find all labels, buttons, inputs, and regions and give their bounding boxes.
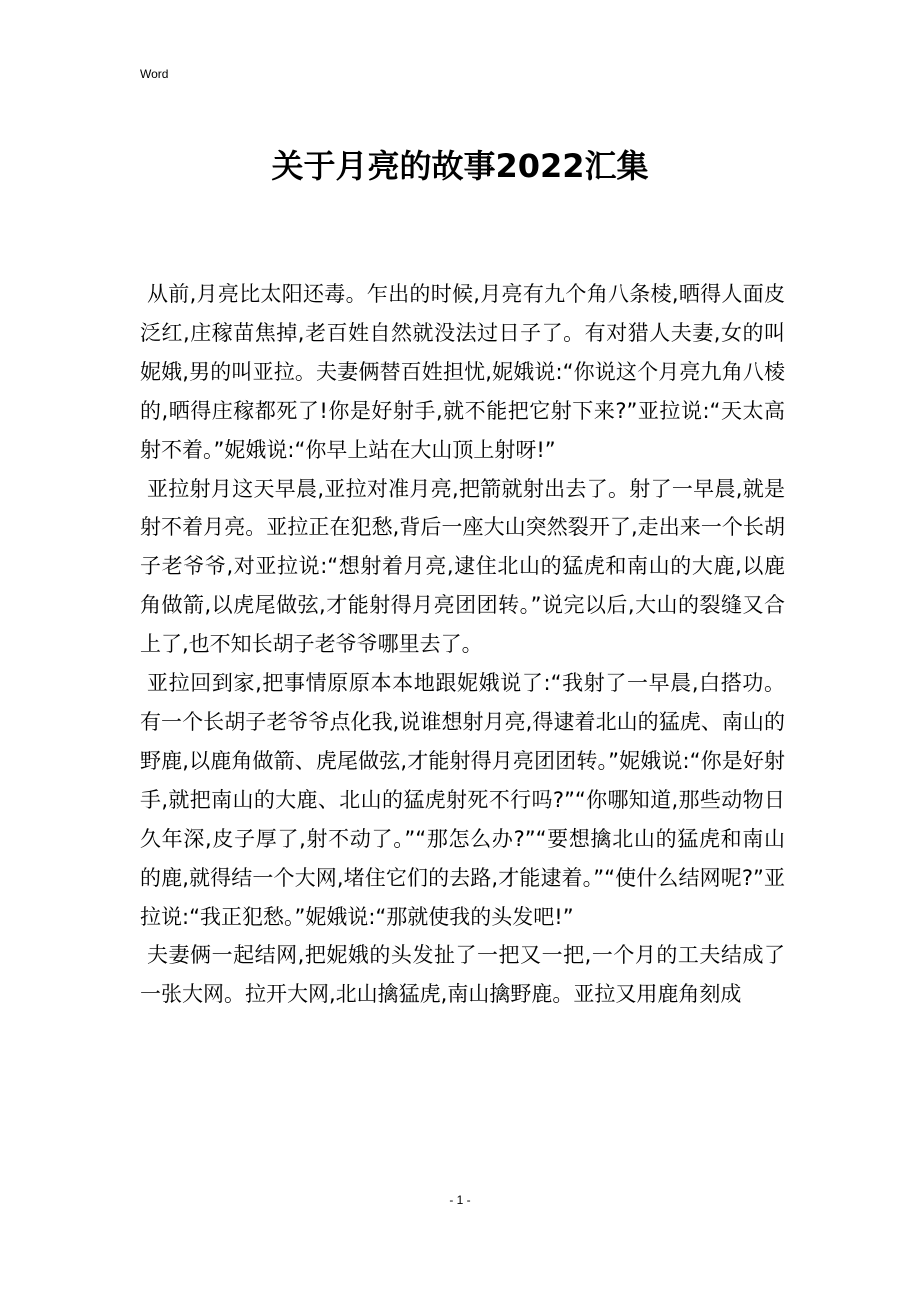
paragraph-3: 亚拉回到家,把事情原原本本地跟妮娥说了:“我射了一早晨,白搭功。有一个长胡子老爷爷点化我,说谁想射月亮,得逮着北山的猛虎、南山的野鹿,以鹿角做箭、虎尾做弦,才能射得月亮团团转。”妮娥说:“你是好射手,就把南山的大鹿、北山的猛虎射死不行吗?”“你哪知道,那些动物日久年深,皮子厚了,射不动了。”“那怎么办?”“要想擒北山的猛虎和南山的鹿,就得结一个大网,堵住它们的去路,才能逮着。”“使什么结网呢?”亚拉说:“我正犯愁。”妮娥说:“那就使我的头发吧!” bbox=[140, 671, 785, 929]
paragraph-1: 从前,月亮比太阳还毒。乍出的时候,月亮有九个角八条棱,晒得人面皮泛红,庄稼苗焦掉,老百姓自然就没法过日子了。有对猎人夫妻,女的叫妮娥,男的叫亚拉。夫妻俩替百姓担忧,妮娥说:“你说这个月亮九角八棱的,晒得庄稼都死了!你是好射手,就不能把它射下来?”亚拉说:“天太高射不着。”妮娥说:“你早上站在大山顶上射呀!” bbox=[140, 282, 785, 462]
page-number: - 1 - bbox=[449, 1193, 471, 1207]
paragraph-2: 亚拉射月这天早晨,亚拉对准月亮,把箭就射出去了。射了一早晨,就是射不着月亮。亚拉正在犯愁,背后一座大山突然裂开了,走出来一个长胡子老爷爷,对亚拉说:“想射着月亮,逮住北山的猛虎和南山的大鹿,以鹿角做箭,以虎尾做弦,才能射得月亮团团转。”说完以后,大山的裂缝又合上了,也不知长胡子老爷爷哪里去了。 bbox=[140, 476, 785, 657]
paragraph-4: 夫妻俩一起结网,把妮娥的头发扯了一把又一把,一个月的工夫结成了一张大网。拉开大网,北山擒猛虎,南山擒野鹿。亚拉又用鹿角刻成 bbox=[140, 943, 785, 1007]
header-label: Word bbox=[140, 67, 169, 81]
document-title: 关于月亮的故事2022汇集 bbox=[271, 147, 649, 185]
document-body bbox=[140, 275, 785, 1014]
